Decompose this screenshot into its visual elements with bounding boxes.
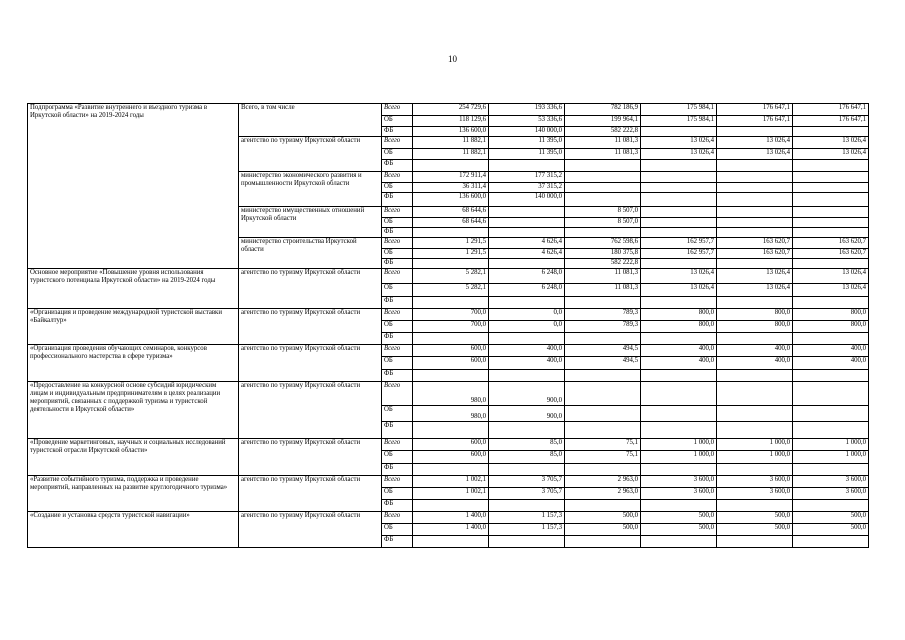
value-cell: 85,0 bbox=[489, 439, 565, 451]
table-row bbox=[28, 345, 869, 357]
value-cell: 2 963,0 bbox=[565, 476, 641, 488]
value-cell: 193 336,6 bbox=[489, 104, 565, 116]
value-cell: 11 081,3 bbox=[565, 284, 641, 297]
value-cell: 6 248,0 bbox=[489, 284, 565, 297]
value-cell: 3 600,0 bbox=[641, 488, 717, 500]
value-cell: 13 026,4 bbox=[717, 137, 793, 149]
value-cell: 500,0 bbox=[565, 512, 641, 524]
program-name-cell: Подпрограмма «Развитие внутреннего и въездного туризма в Иркутской области» на 2019-2024 годы bbox=[28, 104, 239, 269]
value-cell bbox=[793, 259, 869, 269]
funding-type-cell: ФБ bbox=[382, 370, 413, 382]
executor-cell: агентство по туризму Иркутской области bbox=[239, 269, 382, 309]
table-row bbox=[28, 269, 869, 284]
value-cell bbox=[717, 218, 793, 228]
value-cell: 600,0 bbox=[413, 357, 489, 370]
value-cell bbox=[565, 183, 641, 193]
value-cell: 800,0 bbox=[641, 321, 717, 333]
executor-cell: министерство строительства Иркутской области bbox=[239, 238, 382, 269]
value-cell: 1 157,3 bbox=[489, 512, 565, 524]
value-cell bbox=[565, 333, 641, 345]
value-cell bbox=[489, 160, 565, 172]
value-cell bbox=[793, 207, 869, 218]
value-cell bbox=[793, 160, 869, 172]
value-cell bbox=[641, 464, 717, 476]
value-cell: 3 600,0 bbox=[717, 476, 793, 488]
value-cell bbox=[793, 218, 869, 228]
value-cell: 600,0 bbox=[413, 451, 489, 464]
value-cell: 68 644,6 bbox=[413, 207, 489, 218]
value-cell: 5 282,1 bbox=[413, 284, 489, 297]
value-cell: 1 291,5 bbox=[413, 238, 489, 249]
value-cell: 118 129,6 bbox=[413, 116, 489, 127]
value-cell bbox=[641, 297, 717, 309]
value-cell bbox=[413, 500, 489, 512]
value-cell: 162 957,7 bbox=[641, 249, 717, 259]
value-cell bbox=[717, 228, 793, 238]
value-cell bbox=[641, 183, 717, 193]
value-cell: 800,0 bbox=[717, 321, 793, 333]
executor-cell: агентство по туризму Иркутской области bbox=[239, 345, 382, 382]
executor-cell: Всего, в том числе bbox=[239, 104, 382, 137]
value-cell: 500,0 bbox=[793, 524, 869, 536]
value-cell: 8 507,0 bbox=[565, 207, 641, 218]
value-cell: 37 315,2 bbox=[489, 183, 565, 193]
value-cell: 1 000,0 bbox=[717, 439, 793, 451]
value-cell: 5 282,1 bbox=[413, 269, 489, 284]
value-cell bbox=[489, 536, 565, 548]
value-cell: 163 620,7 bbox=[793, 238, 869, 249]
value-cell bbox=[489, 333, 565, 345]
value-cell: 400,0 bbox=[793, 345, 869, 357]
value-cell: 400,0 bbox=[489, 357, 565, 370]
value-cell: 1 157,3 bbox=[489, 524, 565, 536]
value-cell bbox=[413, 370, 489, 382]
value-cell: 175 984,1 bbox=[641, 116, 717, 127]
funding-type-cell: ОБ bbox=[382, 524, 413, 536]
value-cell: 500,0 bbox=[717, 524, 793, 536]
value-cell: 400,0 bbox=[641, 345, 717, 357]
funding-type-cell: ОБ bbox=[382, 284, 413, 297]
value-cell: 13 026,4 bbox=[641, 269, 717, 284]
funding-type-cell: ОБ bbox=[382, 488, 413, 500]
funding-type-cell: ОБ bbox=[382, 406, 413, 422]
value-cell: 11 081,3 bbox=[565, 149, 641, 160]
funding-type-cell: ФБ bbox=[382, 193, 413, 207]
value-cell bbox=[793, 172, 869, 183]
value-cell: 68 644,6 bbox=[413, 218, 489, 228]
value-cell: 500,0 bbox=[641, 512, 717, 524]
value-cell: 11 081,3 bbox=[565, 137, 641, 149]
value-cell: 1 000,0 bbox=[641, 451, 717, 464]
value-cell bbox=[641, 193, 717, 207]
executor-cell: министерство экономического развития и промышленности Иркутской области bbox=[239, 172, 382, 207]
value-cell bbox=[793, 500, 869, 512]
executor-cell: агентство по туризму Иркутской области bbox=[239, 512, 382, 548]
funding-type-cell: ОБ bbox=[382, 357, 413, 370]
value-cell: 1 000,0 bbox=[793, 451, 869, 464]
value-cell bbox=[717, 259, 793, 269]
value-cell: 8 507,0 bbox=[565, 218, 641, 228]
value-cell bbox=[413, 536, 489, 548]
value-cell: 800,0 bbox=[641, 309, 717, 321]
value-cell: 0,0 bbox=[489, 321, 565, 333]
value-cell: 582 222,8 bbox=[565, 127, 641, 137]
value-cell: 900,0 bbox=[489, 406, 565, 422]
value-cell bbox=[793, 333, 869, 345]
value-cell bbox=[489, 370, 565, 382]
funding-type-cell: ФБ bbox=[382, 259, 413, 269]
funding-type-cell: Всего bbox=[382, 476, 413, 488]
program-name-cell: «Организация и проведение международной туристской выставки «Байкалтур» bbox=[28, 309, 239, 345]
funding-type-cell: Всего bbox=[382, 439, 413, 451]
value-cell bbox=[489, 259, 565, 269]
value-cell: 11 395,0 bbox=[489, 137, 565, 149]
budget-table bbox=[27, 103, 869, 548]
value-cell: 11 081,3 bbox=[565, 269, 641, 284]
value-cell bbox=[641, 406, 717, 422]
value-cell: 163 620,7 bbox=[717, 238, 793, 249]
funding-type-cell: Всего bbox=[382, 309, 413, 321]
funding-type-cell: ОБ bbox=[382, 451, 413, 464]
value-cell: 3 600,0 bbox=[793, 488, 869, 500]
funding-type-cell: Всего bbox=[382, 137, 413, 149]
table-row bbox=[28, 104, 869, 116]
value-cell bbox=[641, 382, 717, 406]
value-cell bbox=[565, 297, 641, 309]
value-cell: 3 600,0 bbox=[641, 476, 717, 488]
value-cell bbox=[641, 218, 717, 228]
value-cell bbox=[793, 382, 869, 406]
value-cell: 13 026,4 bbox=[793, 149, 869, 160]
value-cell bbox=[413, 333, 489, 345]
value-cell: 162 957,7 bbox=[641, 238, 717, 249]
value-cell: 789,3 bbox=[565, 321, 641, 333]
value-cell: 980,0 bbox=[413, 406, 489, 422]
value-cell bbox=[489, 207, 565, 218]
funding-type-cell: ФБ bbox=[382, 464, 413, 476]
value-cell: 1 000,0 bbox=[717, 451, 793, 464]
value-cell bbox=[413, 422, 489, 439]
value-cell bbox=[565, 172, 641, 183]
value-cell: 494,5 bbox=[565, 357, 641, 370]
value-cell: 1 002,1 bbox=[413, 476, 489, 488]
value-cell: 75,1 bbox=[565, 451, 641, 464]
executor-cell: агентство по туризму Иркутской области bbox=[239, 137, 382, 172]
value-cell: 176 647,1 bbox=[793, 116, 869, 127]
value-cell: 500,0 bbox=[793, 512, 869, 524]
funding-type-cell: Всего bbox=[382, 172, 413, 183]
value-cell: 582 222,8 bbox=[565, 259, 641, 269]
value-cell bbox=[641, 160, 717, 172]
value-cell: 400,0 bbox=[793, 357, 869, 370]
value-cell: 400,0 bbox=[489, 345, 565, 357]
value-cell bbox=[565, 228, 641, 238]
value-cell bbox=[565, 382, 641, 406]
value-cell: 800,0 bbox=[793, 321, 869, 333]
value-cell bbox=[641, 172, 717, 183]
value-cell: 36 311,4 bbox=[413, 183, 489, 193]
value-cell bbox=[717, 127, 793, 137]
value-cell: 13 026,4 bbox=[717, 149, 793, 160]
table-row bbox=[28, 382, 869, 406]
value-cell: 600,0 bbox=[413, 345, 489, 357]
value-cell: 782 186,9 bbox=[565, 104, 641, 116]
executor-cell: агентство по туризму Иркутской области bbox=[239, 382, 382, 439]
value-cell bbox=[489, 500, 565, 512]
executor-cell: агентство по туризму Иркутской области bbox=[239, 439, 382, 476]
value-cell: 140 000,0 bbox=[489, 193, 565, 207]
value-cell: 176 647,1 bbox=[793, 104, 869, 116]
value-cell: 3 705,7 bbox=[489, 488, 565, 500]
value-cell bbox=[641, 333, 717, 345]
value-cell: 3 705,7 bbox=[489, 476, 565, 488]
value-cell: 13 026,4 bbox=[641, 137, 717, 149]
value-cell: 800,0 bbox=[717, 309, 793, 321]
value-cell: 400,0 bbox=[641, 357, 717, 370]
value-cell bbox=[413, 297, 489, 309]
value-cell: 176 647,1 bbox=[717, 116, 793, 127]
value-cell: 13 026,4 bbox=[793, 269, 869, 284]
value-cell bbox=[565, 406, 641, 422]
value-cell bbox=[641, 127, 717, 137]
value-cell bbox=[641, 500, 717, 512]
value-cell: 1 000,0 bbox=[793, 439, 869, 451]
executor-cell: агентство по туризму Иркутской области bbox=[239, 476, 382, 512]
value-cell: 163 620,7 bbox=[793, 249, 869, 259]
page-number: 10 bbox=[448, 54, 457, 64]
value-cell bbox=[717, 160, 793, 172]
value-cell bbox=[793, 193, 869, 207]
value-cell bbox=[717, 193, 793, 207]
value-cell bbox=[489, 218, 565, 228]
value-cell bbox=[717, 207, 793, 218]
value-cell: 175 984,1 bbox=[641, 104, 717, 116]
funding-type-cell: ФБ bbox=[382, 228, 413, 238]
program-name-cell: «Организация проведения обучающих семинаров, конкурсов профессионального мастерства в сфере туризма» bbox=[28, 345, 239, 382]
value-cell: 3 600,0 bbox=[717, 488, 793, 500]
value-cell bbox=[793, 464, 869, 476]
funding-type-cell: ФБ bbox=[382, 127, 413, 137]
value-cell: 400,0 bbox=[717, 357, 793, 370]
value-cell: 11 882,1 bbox=[413, 137, 489, 149]
funding-type-cell: Всего bbox=[382, 382, 413, 406]
value-cell: 3 600,0 bbox=[793, 476, 869, 488]
funding-type-cell: ФБ bbox=[382, 297, 413, 309]
value-cell bbox=[565, 370, 641, 382]
value-cell: 789,3 bbox=[565, 309, 641, 321]
value-cell: 172 911,4 bbox=[413, 172, 489, 183]
table-row bbox=[28, 439, 869, 451]
table-row bbox=[28, 309, 869, 321]
program-name-cell: «Развитие событийного туризма, поддержка и проведение мероприятий, направленных на развитие круглогодичного туризма» bbox=[28, 476, 239, 512]
funding-type-cell: ОБ bbox=[382, 218, 413, 228]
value-cell bbox=[793, 406, 869, 422]
value-cell: 900,0 bbox=[489, 382, 565, 406]
value-cell bbox=[489, 228, 565, 238]
funding-type-cell: ФБ bbox=[382, 500, 413, 512]
value-cell bbox=[565, 160, 641, 172]
value-cell: 140 000,0 bbox=[489, 127, 565, 137]
value-cell bbox=[717, 370, 793, 382]
program-name-cell: Основное мероприятие «Повышение уровня использования туристского потенциала Иркутской области» на 2019-2024 годы bbox=[28, 269, 239, 309]
value-cell: 600,0 bbox=[413, 439, 489, 451]
funding-type-cell: ОБ bbox=[382, 249, 413, 259]
value-cell: 254 729,6 bbox=[413, 104, 489, 116]
value-cell: 13 026,4 bbox=[641, 149, 717, 160]
value-cell bbox=[565, 500, 641, 512]
value-cell: 75,1 bbox=[565, 439, 641, 451]
program-name-cell: «Проведение маркетинговых, научных и социальных исследований туристской отрасли Иркутской области» bbox=[28, 439, 239, 476]
value-cell: 700,0 bbox=[413, 321, 489, 333]
value-cell: 13 026,4 bbox=[793, 284, 869, 297]
value-cell bbox=[489, 297, 565, 309]
value-cell bbox=[793, 422, 869, 439]
value-cell: 13 026,4 bbox=[717, 284, 793, 297]
funding-type-cell: Всего bbox=[382, 238, 413, 249]
value-cell: 136 600,0 bbox=[413, 193, 489, 207]
value-cell bbox=[793, 127, 869, 137]
value-cell: 1 400,0 bbox=[413, 512, 489, 524]
value-cell: 11 395,0 bbox=[489, 149, 565, 160]
value-cell bbox=[413, 464, 489, 476]
value-cell bbox=[717, 422, 793, 439]
value-cell: 800,0 bbox=[793, 309, 869, 321]
value-cell bbox=[641, 259, 717, 269]
value-cell bbox=[641, 370, 717, 382]
value-cell bbox=[793, 536, 869, 548]
funding-type-cell: Всего bbox=[382, 207, 413, 218]
value-cell bbox=[793, 183, 869, 193]
value-cell: 1 400,0 bbox=[413, 524, 489, 536]
value-cell bbox=[717, 297, 793, 309]
funding-type-cell: Всего bbox=[382, 345, 413, 357]
value-cell: 500,0 bbox=[641, 524, 717, 536]
value-cell bbox=[641, 422, 717, 439]
value-cell bbox=[565, 193, 641, 207]
value-cell: 180 375,8 bbox=[565, 249, 641, 259]
executor-cell: агентство по туризму Иркутской области bbox=[239, 309, 382, 345]
table-row bbox=[28, 476, 869, 488]
value-cell: 500,0 bbox=[565, 524, 641, 536]
value-cell bbox=[565, 422, 641, 439]
value-cell bbox=[793, 228, 869, 238]
value-cell: 500,0 bbox=[717, 512, 793, 524]
value-cell bbox=[565, 464, 641, 476]
funding-type-cell: Всего bbox=[382, 512, 413, 524]
value-cell bbox=[413, 259, 489, 269]
value-cell bbox=[565, 536, 641, 548]
funding-type-cell: ОБ bbox=[382, 321, 413, 333]
funding-type-cell: ОБ bbox=[382, 183, 413, 193]
value-cell: 163 620,7 bbox=[717, 249, 793, 259]
value-cell bbox=[641, 228, 717, 238]
value-cell bbox=[413, 228, 489, 238]
value-cell: 1 000,0 bbox=[641, 439, 717, 451]
funding-type-cell: ОБ bbox=[382, 116, 413, 127]
value-cell bbox=[717, 382, 793, 406]
value-cell: 2 963,0 bbox=[565, 488, 641, 500]
value-cell bbox=[717, 464, 793, 476]
value-cell: 980,0 bbox=[413, 382, 489, 406]
value-cell bbox=[413, 160, 489, 172]
funding-type-cell: ФБ bbox=[382, 160, 413, 172]
value-cell: 4 626,4 bbox=[489, 249, 565, 259]
value-cell bbox=[717, 500, 793, 512]
value-cell bbox=[717, 172, 793, 183]
value-cell: 4 626,4 bbox=[489, 238, 565, 249]
value-cell: 13 026,4 bbox=[641, 284, 717, 297]
value-cell bbox=[793, 370, 869, 382]
value-cell bbox=[793, 297, 869, 309]
value-cell bbox=[717, 406, 793, 422]
funding-type-cell: ФБ bbox=[382, 422, 413, 439]
funding-type-cell: ФБ bbox=[382, 333, 413, 345]
value-cell bbox=[489, 422, 565, 439]
value-cell bbox=[717, 536, 793, 548]
program-name-cell: «Создание и установка средств туристской навигации» bbox=[28, 512, 239, 548]
program-name-cell: «Предоставление на конкурсной основе субсидий юридическим лицам и индивидуальным предпринимателям в целях реализации мероприятий, связанных с поддержкой туризма и туристской деятельности в Иркутской области» bbox=[28, 382, 239, 439]
value-cell: 400,0 bbox=[717, 345, 793, 357]
value-cell: 85,0 bbox=[489, 451, 565, 464]
funding-type-cell: Всего bbox=[382, 269, 413, 284]
value-cell: 176 647,1 bbox=[717, 104, 793, 116]
funding-type-cell: ФБ bbox=[382, 536, 413, 548]
value-cell: 136 600,0 bbox=[413, 127, 489, 137]
value-cell: 0,0 bbox=[489, 309, 565, 321]
value-cell: 762 598,6 bbox=[565, 238, 641, 249]
value-cell: 1 002,1 bbox=[413, 488, 489, 500]
value-cell: 494,5 bbox=[565, 345, 641, 357]
value-cell: 177 315,2 bbox=[489, 172, 565, 183]
value-cell bbox=[641, 207, 717, 218]
value-cell: 700,0 bbox=[413, 309, 489, 321]
value-cell: 1 291,5 bbox=[413, 249, 489, 259]
executor-cell: министерство имущественных отношений Иркутской области bbox=[239, 207, 382, 238]
table-row bbox=[28, 512, 869, 524]
value-cell bbox=[717, 333, 793, 345]
value-cell: 53 336,6 bbox=[489, 116, 565, 127]
value-cell: 6 248,0 bbox=[489, 269, 565, 284]
funding-type-cell: Всего bbox=[382, 104, 413, 116]
value-cell: 11 882,1 bbox=[413, 149, 489, 160]
value-cell: 13 026,4 bbox=[793, 137, 869, 149]
value-cell: 13 026,4 bbox=[717, 269, 793, 284]
value-cell: 199 964,1 bbox=[565, 116, 641, 127]
value-cell bbox=[717, 183, 793, 193]
value-cell bbox=[641, 536, 717, 548]
value-cell bbox=[489, 464, 565, 476]
funding-type-cell: ОБ bbox=[382, 149, 413, 160]
